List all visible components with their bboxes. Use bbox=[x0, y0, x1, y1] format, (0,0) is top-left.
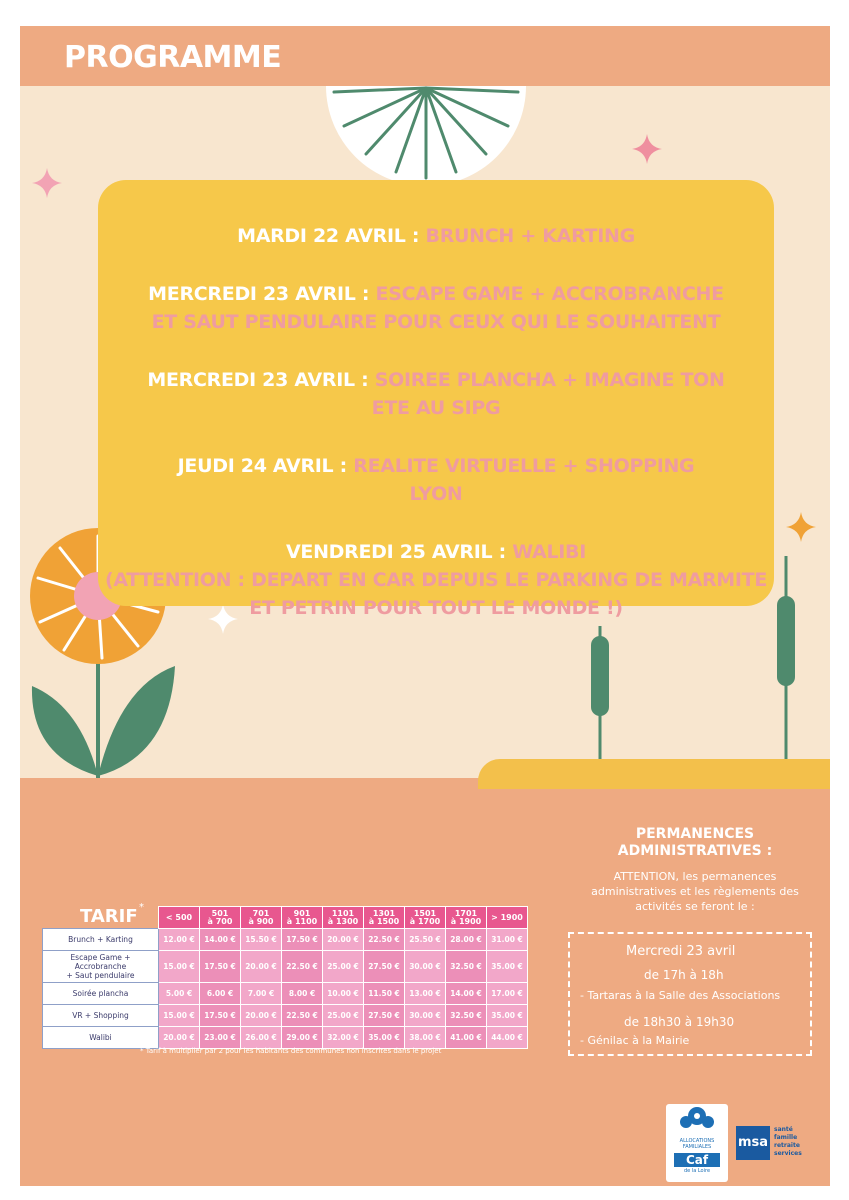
tarif-header: < 500 bbox=[159, 907, 200, 929]
sparkle-icon bbox=[30, 166, 64, 200]
tarif-header: 1501 à 1700 bbox=[405, 907, 446, 929]
permanence-slot: de 18h30 à 19h30 bbox=[624, 1015, 735, 1029]
msa-logo: msa santé famille retraite services bbox=[736, 1126, 796, 1166]
program-entry: MERCREDI 23 AVRIL : SOIREE PLANCHA + IMAGINE TON ETE AU SIPG bbox=[147, 369, 725, 419]
permanence-slot: de 17h à 18h bbox=[644, 968, 724, 982]
tarif-header: 1301 à 1500 bbox=[364, 907, 405, 929]
table-row: Brunch + Karting 12.00 € 14.00 € 15.50 € 17.50 € 20.00 € 22.50 € 25.50 € 28.00 € 31.00 € bbox=[43, 929, 528, 951]
caf-family-icon bbox=[666, 1104, 728, 1134]
header-bar bbox=[20, 26, 830, 86]
table-row: Escape Game + Accrobranche + Saut pendulaire 15.00 € 17.50 € 20.00 € 22.50 € 25.00 € 27.50 € 30.00 € 32.50 € 35.00 € bbox=[43, 951, 528, 983]
tarif-title: TARIF bbox=[80, 906, 138, 927]
tarif-header: 501 à 700 bbox=[200, 907, 241, 929]
tarif-header: 1101 à 1300 bbox=[323, 907, 364, 929]
permanences-title: PERMANENCES ADMINISTRATIVES : bbox=[617, 826, 773, 859]
tarif-header: 1701 à 1900 bbox=[446, 907, 487, 929]
tarif-note: * Tarif à multiplier par 2 pour les habitants des communes non inscrites dans le projet bbox=[140, 1047, 442, 1055]
permanences-text: ATTENTION, les permanences administratives et les règlements des activités se feront le : bbox=[591, 870, 799, 913]
permanence-place: - Génilac à la Mairie bbox=[580, 1034, 690, 1047]
program-box bbox=[98, 180, 774, 619]
sparkle-icon bbox=[630, 132, 664, 166]
sparkle-icon bbox=[784, 510, 818, 544]
program-entry: JEUDI 24 AVRIL : REALITE VIRTUELLE + SHOPPING LYON bbox=[177, 455, 695, 505]
permanence-date: Mercredi 23 avril bbox=[626, 944, 736, 959]
program-entry: MERCREDI 23 AVRIL : ESCAPE GAME + ACCROBRANCHE ET SAUT PENDULAIRE POUR CEUX QUI LE SOUHAITENT bbox=[148, 283, 724, 333]
table-row: Soirée plancha 5.00 € 6.00 € 7.00 € 8.00 € 10.00 € 11.50 € 13.00 € 14.00 € 17.00 € bbox=[43, 983, 528, 1005]
ground-decoration bbox=[478, 759, 830, 789]
tarif-star: * bbox=[139, 902, 144, 913]
tarif-table bbox=[42, 906, 528, 1049]
permanence-place: - Tartaras à la Salle des Associations bbox=[580, 989, 781, 1002]
tarif-header: 701 à 900 bbox=[241, 907, 282, 929]
table-row: VR + Shopping 15.00 € 17.50 € 20.00 € 22.50 € 25.00 € 27.50 € 30.00 € 32.50 € 35.00 € bbox=[43, 1005, 528, 1027]
program-entry: MARDI 22 AVRIL : BRUNCH + KARTING bbox=[237, 225, 635, 247]
half-sun-decoration bbox=[324, 86, 528, 186]
program-entry: VENDREDI 25 AVRIL : WALIBI (ATTENTION : DEPART EN CAR DEPUIS LE PARKING DE MARMITE ET PETRIN POUR TOUT LE MONDE !) bbox=[104, 541, 768, 619]
table-row: Walibi 20.00 € 23.00 € 26.00 € 29.00 € 32.00 € 35.00 € 38.00 € 41.00 € 44.00 € bbox=[43, 1027, 528, 1049]
tarif-header: > 1900 bbox=[487, 907, 528, 929]
tarif-header: 901 à 1100 bbox=[282, 907, 323, 929]
caf-logo: ALLOCATIONS FAMILIALES Caf de la Loire bbox=[666, 1104, 728, 1182]
page-title: PROGRAMME bbox=[64, 40, 282, 75]
poster bbox=[20, 26, 830, 1186]
